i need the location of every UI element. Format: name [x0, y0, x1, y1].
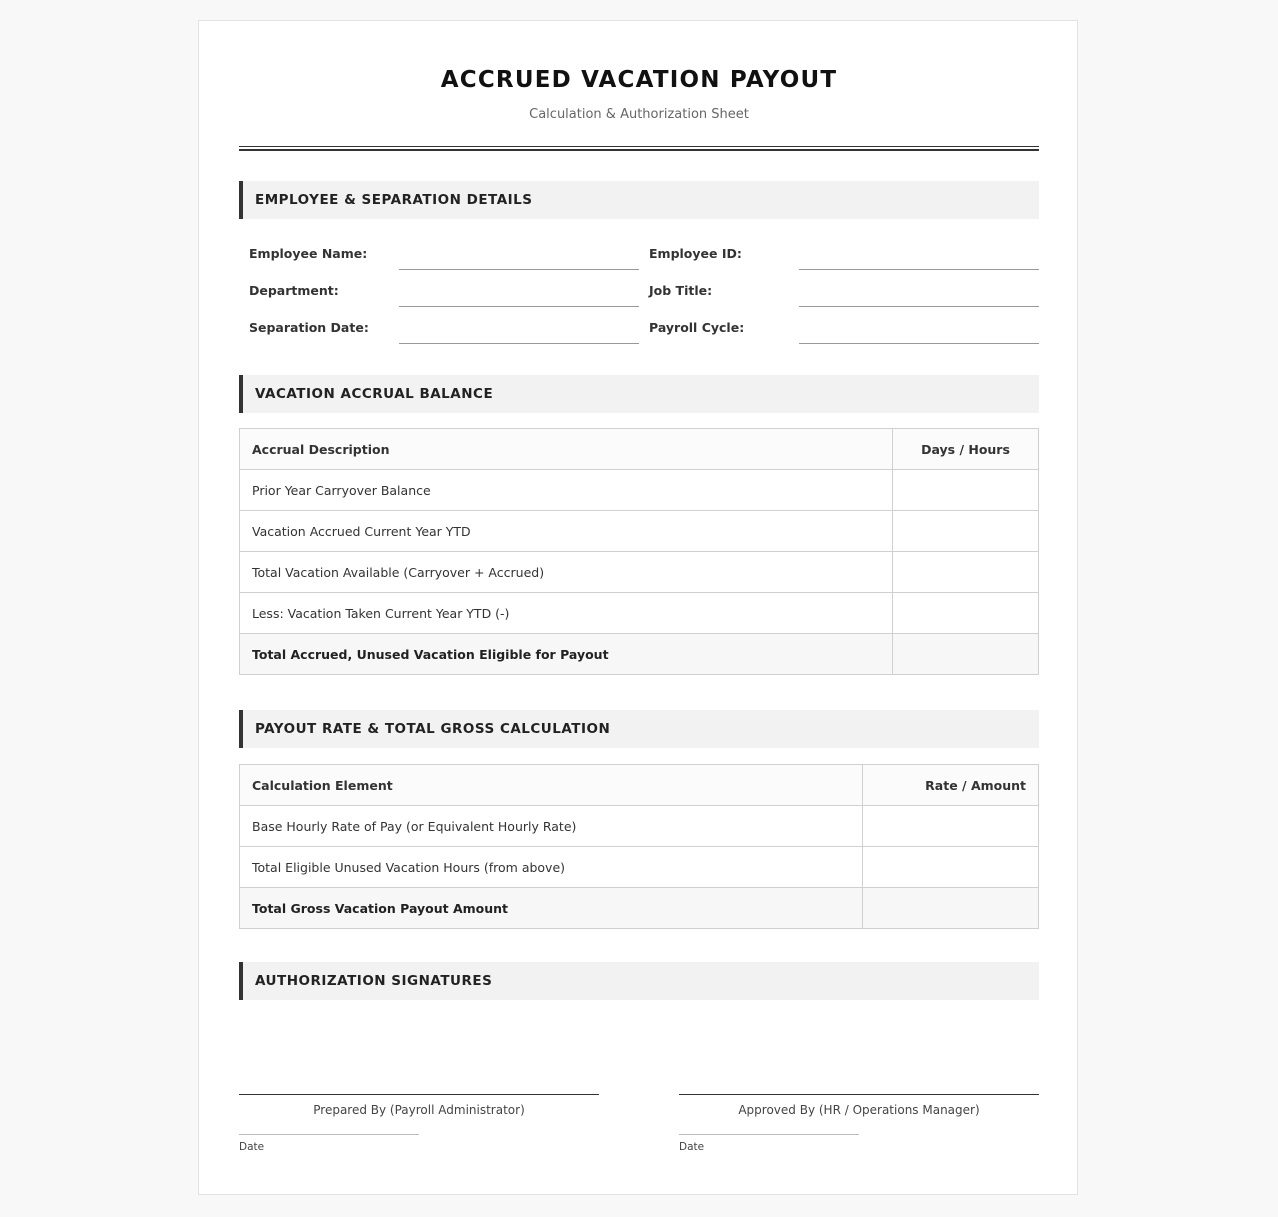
field-row-1	[239, 244, 1039, 281]
row-description: Base Hourly Rate of Pay (or Equivalent Hourly Rate)	[240, 806, 863, 847]
table-row	[240, 593, 1039, 634]
approved-by-signature-line[interactable]	[679, 1094, 1039, 1095]
department-label: Department:	[249, 283, 339, 298]
employee-name-field[interactable]	[399, 244, 639, 270]
section-header-signatures: AUTHORIZATION SIGNATURES	[239, 962, 1039, 1000]
total-description: Total Accrued, Unused Vacation Eligible for Payout	[240, 634, 893, 675]
row-value-cell[interactable]	[863, 806, 1039, 847]
column-header-element: Calculation Element	[240, 765, 863, 806]
payout-table	[239, 764, 1039, 929]
table-total-row	[240, 634, 1039, 675]
section-header-payout: PAYOUT RATE & TOTAL GROSS CALCULATION	[239, 710, 1039, 748]
payroll-cycle-label: Payroll Cycle:	[649, 320, 745, 335]
prepared-by-caption: Prepared By (Payroll Administrator)	[313, 1103, 525, 1117]
section-header-accrual: VACATION ACCRUAL BALANCE	[239, 375, 1039, 413]
row-value-cell[interactable]	[863, 847, 1039, 888]
document-subtitle: Calculation & Authorization Sheet	[529, 107, 749, 122]
separation-date-label: Separation Date:	[249, 320, 369, 335]
approved-date-line[interactable]	[679, 1134, 859, 1135]
table-row	[240, 847, 1039, 888]
prepared-date-line[interactable]	[239, 1134, 419, 1135]
table-header-row	[240, 429, 1039, 470]
column-header-days-hours: Days / Hours	[893, 429, 1039, 470]
row-description: Prior Year Carryover Balance	[240, 470, 893, 511]
document-page	[198, 20, 1078, 1195]
row-value-cell[interactable]	[893, 511, 1039, 552]
section-header-employee: EMPLOYEE & SEPARATION DETAILS	[239, 181, 1039, 219]
total-description: Total Gross Vacation Payout Amount	[240, 888, 863, 929]
job-title-label: Job Title:	[649, 283, 713, 298]
field-row-2	[239, 281, 1039, 318]
accrual-table	[239, 428, 1039, 675]
table-header-row	[240, 765, 1039, 806]
total-value-cell[interactable]	[863, 888, 1039, 929]
row-description: Total Vacation Available (Carryover + Accrued)	[240, 552, 893, 593]
prepared-by-signature-line[interactable]	[239, 1094, 599, 1095]
total-value-cell[interactable]	[893, 634, 1039, 675]
row-description: Total Eligible Unused Vacation Hours (from above)	[240, 847, 863, 888]
department-field[interactable]	[399, 281, 639, 307]
prepared-date-label: Date	[239, 1141, 265, 1153]
header-divider	[239, 146, 1039, 151]
row-value-cell[interactable]	[893, 593, 1039, 634]
row-value-cell[interactable]	[893, 552, 1039, 593]
table-row	[240, 806, 1039, 847]
row-description: Vacation Accrued Current Year YTD	[240, 511, 893, 552]
table-row	[240, 552, 1039, 593]
row-description: Less: Vacation Taken Current Year YTD (-)	[240, 593, 893, 634]
approved-by-caption: Approved By (HR / Operations Manager)	[738, 1103, 980, 1117]
approved-date-label: Date	[679, 1141, 705, 1153]
table-total-row	[240, 888, 1039, 929]
row-value-cell[interactable]	[893, 470, 1039, 511]
employee-name-label: Employee Name:	[249, 246, 368, 261]
table-row	[240, 470, 1039, 511]
payroll-cycle-field[interactable]	[799, 318, 1039, 344]
job-title-field[interactable]	[799, 281, 1039, 307]
separation-date-field[interactable]	[399, 318, 639, 344]
employee-id-label: Employee ID:	[649, 246, 742, 261]
employee-id-field[interactable]	[799, 244, 1039, 270]
field-row-3	[239, 318, 1039, 355]
document-title: ACCRUED VACATION PAYOUT	[440, 67, 838, 93]
column-header-description: Accrual Description	[240, 429, 893, 470]
table-row	[240, 511, 1039, 552]
column-header-rate-amount: Rate / Amount	[863, 765, 1039, 806]
